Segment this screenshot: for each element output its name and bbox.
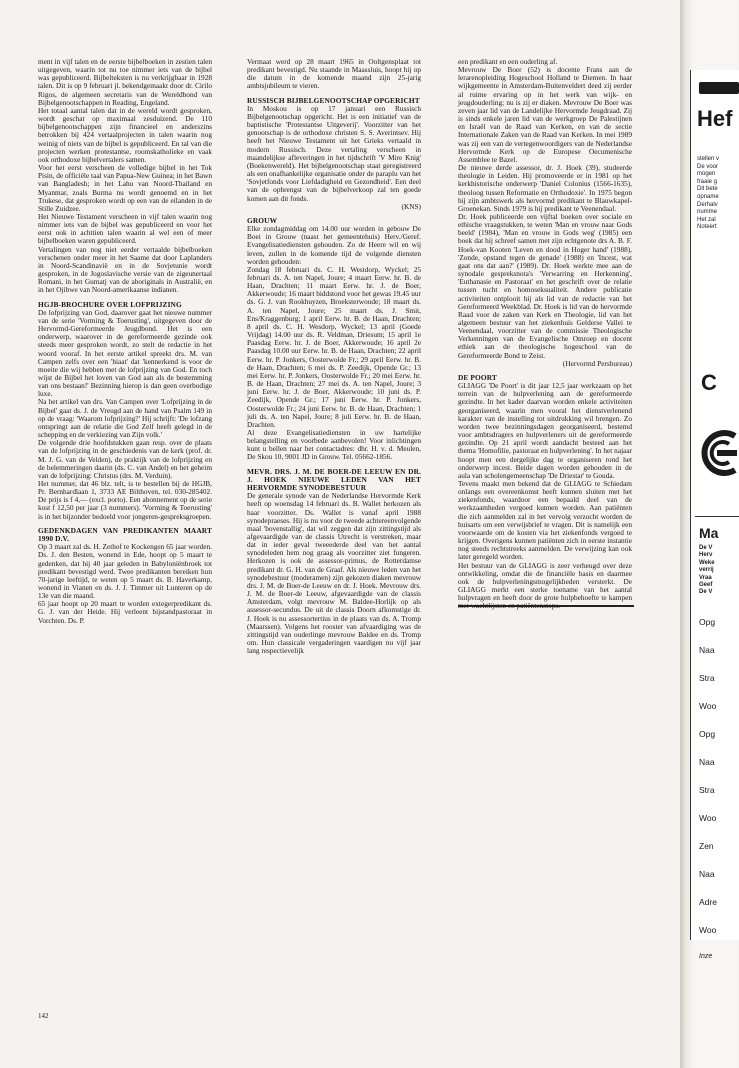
paragraph: Zondag 18 februari ds. C. H. Westdorp, Wyckel; 25 februari ds. A. ten Napel, Joure; 4 maart Eerw. hr. B. de Haan, Drachten; 11 maart Eerw. hr. J. de Boer, Akkerwoude; 16 maart biddstond voor het gewas 19.45 uur ds. G. J. van Rookhuyzen, Broeksterwoude; 18 maart ds. A. ten Napel, Joure; 25 maart ds. J. Smit, Ens/Kraggenburg; 1 april Eerw. hr. B. de Haan, Drachten; 8 april ds. C. H. Wesdorp, Wyckel; 13 april (Goede Vrijdag) 14.00 uur ds. R. Veldman, Driesum; 15 april 1e Paasdag Eerw. hr. J. de Boer, Akkerwoude; 16 april 2e Paasdag 10.00 uur Eerw. hr. B. de Haan, Drachten; 22 april Eerw. hr. P. Jonkers, Oosterwolde Fr.; 29 april Eerw. hr. B. de Haan, Drachten; 6 mei ds. P. Zeedijk, Opende Gr.; 13 mei Eerw. hr. P. Jonkers, Oosterwolde Fr.; 20 mei Eerw. hr. B. de Haan, Drachten; 27 mei ds. A. ten Napel, Joure; 3 juni Eerw. hr. J. de Boer, Akkerwoude; 10 juni ds. P. Zeedijk, Opende Gr.; 17 juni Eerw. hr. P. Jonkers, Oosterwolde Fr.; 24 juni Eerw. hr. B. de Haan, Drachten; 1 juli ds. A. ten Napel, Joure; 8 juli Eerw. hr. B. de Haan, Drachten. (247, 264, 421, 429)
article-signature: (Hervormd Persbureau) (562, 358, 632, 368)
ad-form-label: Woo (699, 925, 717, 935)
paragraph: De lofprijzing van God, daarover gaat het nieuwe nummer van de serie 'Vorming & Toerusting', uitgegeven door de Hervormd-Gereformeerde Jeugdbond. Het is een onderwerp, waarover in de gereformeerde gezinde ook steeds meer gesproken wordt, zo stelt de redactie in het woord vooraf. In het eerste artikel spreekt drs. M. van Campen zelfs over een 'hiaat' dat 'kennerkend is voor de moeite die wij hebben met de lofprijzing van God. En toch wijst de Bijbel het loven van God aan als de bestemming van ons bestaan!' Bezinning hierop is dan geen overbodige luxe. (38, 307, 212, 399)
paragraph: Vertalingen van nog niet eerder vertaalde bijbelboeken verschenen onder meer in het Saame dat door Laplanders in Noord-Scandinavië en in de Sovjetunie wordt gesproken, in de Jogoslavische versie van de zigeunertaal Romani, in het Gumatj van de aboriginals in Australië, en in het Ojibwe van Noord-amerikaanse indianen. (38, 244, 212, 295)
ad-line: opname (697, 193, 719, 200)
paragraph: Het bestuur van de GLIAGG is zeer verheugd over deze ontwikkeling, omdat die de financiële basis en daarmee ook de hulpverleningsmogelijkheden versterkt. De GLIAGG merkt een sterke toename van het aantal hulpvragen en heeft door de grote hulpbehoefte te kampen (458, 560, 632, 603)
article-heading-russisch: RUSSISCH BIJBELGENOOTSCHAP OPGERICHT (247, 95, 420, 105)
column-end-rule (458, 605, 634, 607)
ad-form-label: Stra (699, 785, 715, 795)
ad-order-form (695, 516, 739, 960)
paragraph: Mevrouw De Boer (52) is docente Frans aan de lerarenopleiding Hogeschool Holland te Diemen. In haar wijkgemeente in Amsterdam-Buitenveldert deed zij eerder al ruime ervaring op in het werk van wijk- en jeugdouderling; nu is zij er diaken. Mevrouw De Boer was zeven jaar lid van de Landelijke Hervormde Jeugdraad. Zij is sinds enkele jaren lid van de werkgroep De Palestijnen en Israël van de Raad van Kerken, en van de sectie Internationale Zaken van de Raad van Kerken. In mei 1989 was zij een van de vertegenwoordigers van de Nederlandse Hervormde Kerk op de Europese Oecumenische Assemblee te Bazel. (458, 65, 632, 164)
ad-form-label: Woo (699, 701, 717, 711)
paragraph: Vermaat werd op 28 maart 1965 in Ooltgensplaat tot predikant bevestigd. Nu staande in Maassluis, hoopt hij op die datum in de komende maand zijn 25-jarig ambtsjubileum te vieren. (247, 57, 421, 91)
ad-line: mogen (697, 171, 716, 178)
ad-form-label: Naa (699, 869, 715, 879)
article-heading-boer: MEVR. DRS. J. M. DE BOER-DE LEEUW EN DR. J. HOEK NIEUWE LEDEN VAN HET HERVORMDE SYNODEBESTUUR (247, 466, 421, 492)
article-heading-hgjb: HGJB-BROCHURE OVER LOFPRIJZING (38, 299, 182, 309)
paragraph: In Moskou is op 17 januari een Russisch Bijbelgenootschap opgericht. Het is een initiatief van de baptistische 'Protestantse Uitgeverij'. Voorzitter van het genootschap is de orthodoxe christen S. S. Averintsev. Hij heeft het Nieuwe Testament uit het Grieks vertaald in modern Russisch. Deze vertaling verscheen in maandelijkse afleveringen in het tijdschrift 'V Mire Knig' (Boekenwereld). Het bijbelgenootschap staat geregistreerd als een onafhankelijke organisatie onder de paraplu van het 'Sovjetfonds voor Liefdadigheid en Gezondheid'. Een deel van de opbrengst van de bijbelverkoop zal ten goede komen aan dit fonds. (247, 103, 421, 203)
ad-form-line: Weke (699, 559, 715, 566)
page-number: 142 (38, 1012, 49, 1020)
paragraph: ment in vijf talen en de eerste bijbelboeken in zestien talen uitgegeven, waarin tot nu toe nimmer iets van de bijbel was gepubliceerd. Bijbelteksten is nu verkrijgbaar in 1928 talen. Dit is op 9 februari jl. bekendgemaakt door dr. Cirilo Rigos, de algemeen secretaris van de Wereldbond van Bijbelgenootschappen in Reading, Engeland. (38, 57, 212, 107)
article-heading-gedenkdagen: GEDENKDAGEN VAN PREDIKANTEN MAART 1990 D.V. (38, 525, 212, 543)
ad-line: Dit bete (697, 186, 718, 193)
ad-form-label: Opg (699, 617, 716, 627)
ad-form-label: Adre (699, 897, 717, 907)
ad-large-letter: C (701, 370, 717, 395)
ad-line: Derhalv (697, 201, 718, 208)
ad-form-line: De V (699, 545, 713, 551)
ad-line: numme (697, 209, 718, 216)
ad-form-label: Stra (699, 673, 715, 683)
paragraph: De nieuwe derde assessor, dr. J. Hoek (39), studeerde theologie in Leiden. Hij promoveerde er in 1981 op het kerkhistorische onderwerp 'Daniel Colonius (1566-1635), theoloog tussen Reformatie en Orthodoxie'. In 1975 begon hij zijn ambtswerk als hervormd predikant te Blauwkapel-Groenekan. Sinds 1979 is hij predikant te Veenendaal. (458, 163, 632, 213)
advertisement (690, 70, 739, 960)
article-heading-poort: DE POORT (458, 372, 497, 382)
ad-form-line: Herv (699, 552, 713, 559)
ad-line: stellen v (697, 156, 720, 162)
ad-footer-label: Inze (699, 953, 713, 960)
ad-line: De voor (697, 163, 719, 170)
ad-form-title: Ma (699, 525, 719, 541)
ad-logo-icon (695, 428, 739, 483)
ad-form-label: Woo (699, 813, 717, 823)
paragraph: De generale synode van de Nederlandse Hervormde Kerk heeft op woensdag 14 februari ds. B. Wallet herkozen als haar voorzitter. Ds. Wallet is vanaf april 1988 synodepraeses. Hij is nu voor de tweede achtereenvolgende maal 'bovenstallig', dat wil zeggen dat zijn zittingstijd als afgevaardigde van de classis Utrecht is verstreken, maar dat in ieder geval tweeederde deel van het aantal synodeleden hem nog graag als voorzitter ziet fungeren. Herkozen is ook de assessor-primus, de Rotterdamse predikant dr. G. H. van de Graaf. Als nieuwe leden van het synodebestuur (moderamen) zijn gekozen diaken mevrouw drs. J. M. de Boer-de Leeuw en dr. J. Hoek. Mevrouw drs. J. M. de Boer-de Leeuw, afgevaardigde van de classis Amsterdam, volgt mevrouw M. Baldee-Horlijk op als assessor-secundus. De uit de classis Doorn afkomstige dr. J. Hoek is nu assessortertius in de plaats van ds. A. Tromp (Maarssen). Volgens het rooster van afvaardiging was de zittingstijd van ouderlinge mevrouw Baldee en ds. Tromp om. Hun classicale vergaderingen vaardigen nu vijf jaar lang respectievelijk (247, 491, 421, 656)
paragraph: 65 jaar hoopt op 20 maart te worden extegerpredikant ds. G. J. van der Heide. Hij verleent bijstandpastoraat in Vorchten. Ds. P. (38, 599, 212, 625)
ad-form-intro (699, 545, 715, 597)
paragraph: Het Nieuwe Testament verscheen in vijf talen waarin nog nimmer iets van de bijbel was gepubliceerd en voor het eerst ook in achttien talen waarin al wel een of meer bijbelboeken waren gepubliceerd. (38, 211, 212, 246)
ad-title: Hef (697, 106, 733, 131)
paragraph: GLIAGG 'De Poort' is dit jaar 12,5 jaar werkzaam op het terrein van de hulpverlening aan de gereformeerde gezindte. In het kader daarvan worden enkele activiteiten georganiseerd, waarin men vooral het dienstverlenend karakter van de instelling tot uitdrukking wil brengen. Zo worden twee bezinningsdagen georganiseerd, bestemd voor ambtsdragers en hulpverleners uit de gereformeerde gezindte. Op 21 april wordt aandacht besteed aan het thema 'Homofilie, pastoraat en hulpverlening'. In het najaar hoopt men een dergelijke dag te organiseren rond het onderwerp incest. Beide dagen worden gehouden in de aula van scholengemeenschap 'De Driestar' te Gouda. (458, 381, 632, 480)
column-3 (458, 57, 632, 603)
ad-form-fields (699, 617, 739, 981)
ad-form-line: Vraa (699, 574, 712, 581)
column-1 (38, 58, 212, 1013)
ad-form-label: Zen (699, 841, 714, 851)
ad-form-label: Naa (699, 645, 715, 655)
ad-form-line: De V (699, 589, 713, 596)
paragraph: De volgende drie hoofdstukken gaan resp. over de plaats van de lofprijzing in de geschiedenis van de kerk (prof. dr. M. J. G. van de Velden), de praktijk van de lofprijzing en de belemmeringen daarin (ds. C. van Andel) en het geheim van de lofprijzing: Christus (drs. M. Verduin). (38, 438, 212, 480)
paragraph: Het nummer, dat 46 blz. telt, is te bestellen bij de HGJB, Pr. Bernhardlaan 1, 3733 AE Bilthoven, tel. 030-285402. De prijs is f 4,— (excl. porto). Een abonnement op de serie kost f 12,50 per jaar (3 nummers). 'Vorming & Toerusting' is in het bijzonder bedoeld voor jongeren-gespreksgroepen. (38, 479, 212, 521)
column-2 (247, 57, 421, 656)
paragraph: Het totaal aantal talen dat in de wereld wordt gesproken, wordt geschat op maximaal zesduizend. De 110 bijbelgenootschappen zijn financieel en anderszins betrokken bij 424 vertaalprojecten in talen waarin nog weinig of niets van de bijbel is gepubliceerd. En tal van die projecten werken protestantse, roomskatholieke en vaak ook orthodoxe bijbelvertalers samen. (38, 105, 212, 164)
paragraph: Elke zondagmiddag om 14.00 uur worden in gebouw De Boei in Grouw (naast het gemeentehuis) Herv./Geref. Evangelisatiediensten gehouden. Zo de Heere wil en wij leven, zullen in de komende tijd de volgende diensten worden gehouden: (247, 224, 421, 266)
paragraph: Tevens maakt men bekend dat de GLIAGG te Schiedam onlangs een overeenkomst heeft kunnen sluiten met het ziekenfonds, waardoor een bepaald deel van de werkzaamheden vergoed kunnen worden. Aan patiënten die zich aanmelden zal in het vervolg verzocht worden de huisarts om een verwijsbrief te vragen. Dit is namelijk een voorwaarde om de kosten via het ziekenfonds vergoed te krijgen. Overigens kunnen patiënten zich in eerste instantie nog steeds rechtstreeks aanmelden. De verwijzing kan ook later geregeld worden. (458, 479, 632, 562)
ad-banner-bar (699, 82, 739, 94)
article-heading-grouw: GROUW (247, 215, 278, 225)
paragraph: Voor het eerst verscheen de volledige bijbel in het Tok Pisin, de officiële taal van Papua-New Guinea; in het Bawn van Bangladesh; in het Lahu van Noord-Thailand en Myanmar, zoals Burma nu wordt genoemd en in het Trukese, dat gesproken wordt op een van de eilanden in de Stille Zuidzee. (38, 163, 212, 213)
paragraph: Al deze Evangelisatiediensten in uw hartelijke belangstelling en voorbede aanbevolen! Voor inlichtingen kunt u bellen naar het contactadres: dhr. H. v. d. Meulen, De Skou 10, 9001 JD in Grouw. Tel. 05662-1856. (247, 427, 421, 462)
ad-form-line: verrij (699, 567, 714, 574)
ad-line: Noteert (697, 224, 717, 231)
paragraph: Dr. Hoek publiceerde een vijftal boeken over sociale en ethische vraagstukken, te weten 'Man en vrouw naar Gods beeld' (1984), 'Man en vrouw in Gods weg' (1985) een boek dat hij schreef samen met zijn echtgenote drs A. B. F. Hoek-van Kooten 'Leven en dood in Hoger hand' (1988), 'Zonde, opstand tegen de genade' (1988) en 'Incest, wat gaat ons dat aan?' (1989). Dr. Hoek werkte mee aan de synodale gespreksnota's 'Verwarring en Herkenning', 'Euthanasie en Pastoraat' en het geschrift over de relatie tussen tucht en homoseksualiteit. Andere publicatie activiteiten ontplooit hij als lid van de redactie van het Gereformeerd Weekblad. Dr. Hoek is lid van de hervormde Raad voor de zaken van Kerk en Theologie, lid van het algemeen bestuur van het ziekenhuis Gelderse Vallei te Veenendaal, voorzitter van de commissie Theologische Verkenningen van de Evangelische Omroep en docent ethiek aan de theologische hogeschool van de Gereformeerde Bond te Zeist. (458, 211, 632, 360)
ad-form-label: Naa (699, 757, 715, 767)
paragraph: Op 3 maart zal ds. H. Zethof te Kockengen 65 jaar worden. Ds. J. den Besten, wonend in Ede, hoopt op 5 maart te gedenken, dat hij 40 jaar geleden in Babyloniënbroek tot predikant bevestigd werd. Twee predikanten bereiken hun 70-jarige leeftijd, te weten op 5 maart ds. B. Haverkamp, wonend in Vianen en ds. J. J. Timmer uit Lunteren op de 13e van die maand. (38, 542, 212, 601)
ad-line: Het zal (697, 216, 716, 223)
ad-form-label: Opg (699, 729, 716, 739)
ad-line: fraaie g (697, 178, 718, 185)
ad-form-line: Geef (699, 582, 713, 589)
ad-text-lines (697, 156, 739, 232)
paragraph: Na het artikel van drs. Van Campen over 'Lofprijzing in de Bijbel' gaat ds. J. de Vreugd aan de hand van Psalm 149 in op de vraag: 'Waarom lofprijzing?' Hij schrijft: 'De lofzang ontspringt aan de relatie die God Zelf heeft gelegd in de schepping en de verkiezing van Zijn volk.' (38, 397, 212, 440)
article-signature: (KNS) (401, 201, 421, 211)
paragraph: een predikant en een ouderling af. (458, 57, 558, 66)
